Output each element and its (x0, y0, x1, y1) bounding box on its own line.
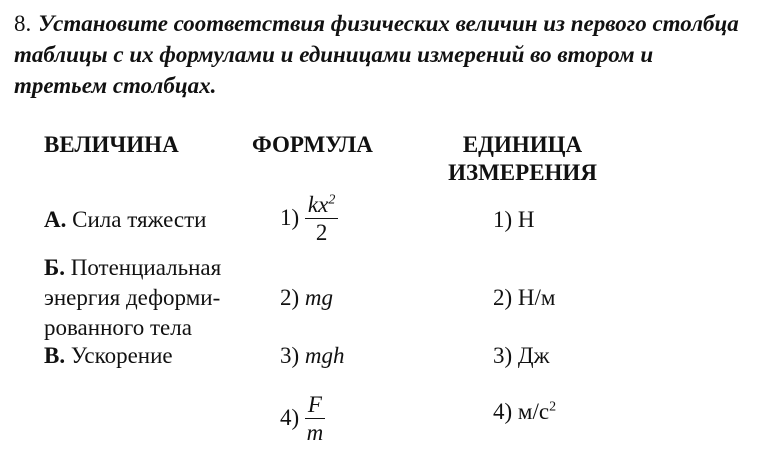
formula-4-denominator: m (306, 420, 324, 445)
header-unit-line2: ИЗМЕРЕНИЯ (448, 160, 597, 185)
header-quantity: ВЕЛИЧИНА (44, 132, 179, 157)
formula-1-index: 1) (280, 204, 300, 230)
quantity-b-name-line1: Потенциальная (70, 255, 222, 280)
formula-4-numerator: F (305, 392, 325, 419)
unit-1 (493, 205, 535, 235)
task-statement (14, 8, 750, 101)
unit-4-base: м/с (517, 399, 550, 424)
header-unit-line1: ЕДИНИЦА (462, 132, 583, 157)
formula-1-fraction (305, 192, 338, 247)
unit-2-index: 2) (493, 285, 513, 310)
unit-2-value: Н/м (517, 285, 556, 310)
formula-2-index: 2) (280, 285, 300, 310)
header-unit (440, 131, 605, 187)
formula-3 (280, 341, 345, 371)
unit-4-index: 4) (493, 399, 513, 424)
quantity-c-name: Ускорение (70, 343, 173, 368)
formula-4 (280, 392, 325, 447)
formula-4-fraction (305, 392, 325, 447)
quantity-a-name: Сила тяжести (72, 207, 207, 232)
quantity-a (44, 205, 206, 235)
formula-1-numerator: kx (307, 192, 329, 217)
quantity-c-label: В. (44, 343, 66, 368)
unit-3-value: Дж (517, 343, 550, 368)
formula-1-denominator: 2 (315, 220, 328, 245)
formula-1-exponent: 2 (328, 192, 336, 208)
unit-4 (493, 397, 556, 427)
unit-4-value (518, 399, 556, 424)
quantity-a-label: А. (44, 207, 67, 232)
quantity-b-label: Б. (44, 255, 65, 280)
unit-4-exponent: 2 (549, 399, 557, 415)
unit-1-index: 1) (493, 207, 513, 232)
task-number: 8. (14, 11, 32, 36)
unit-3 (493, 341, 550, 371)
quantity-c (44, 341, 173, 371)
formula-3-index: 3) (280, 343, 300, 368)
formula-2-expr: mg (304, 285, 334, 310)
unit-3-index: 3) (493, 343, 513, 368)
quantity-b (44, 253, 221, 343)
formula-4-index: 4) (280, 404, 300, 430)
header-formula: ФОРМУЛА (252, 132, 373, 157)
quantity-b-name-line2: энергия деформи- (44, 285, 221, 310)
formula-2 (280, 283, 333, 313)
formula-3-expr: mgh (304, 343, 345, 368)
unit-2 (493, 283, 555, 313)
unit-1-value: Н (517, 207, 535, 232)
task-text: Установите соответствия физических величин из первого столбца таблицы с их формулами и единицами измерений во втором и третьем столбцах. (14, 11, 739, 98)
quantity-b-name-line3: рованного тела (44, 315, 192, 340)
formula-1 (280, 192, 338, 247)
